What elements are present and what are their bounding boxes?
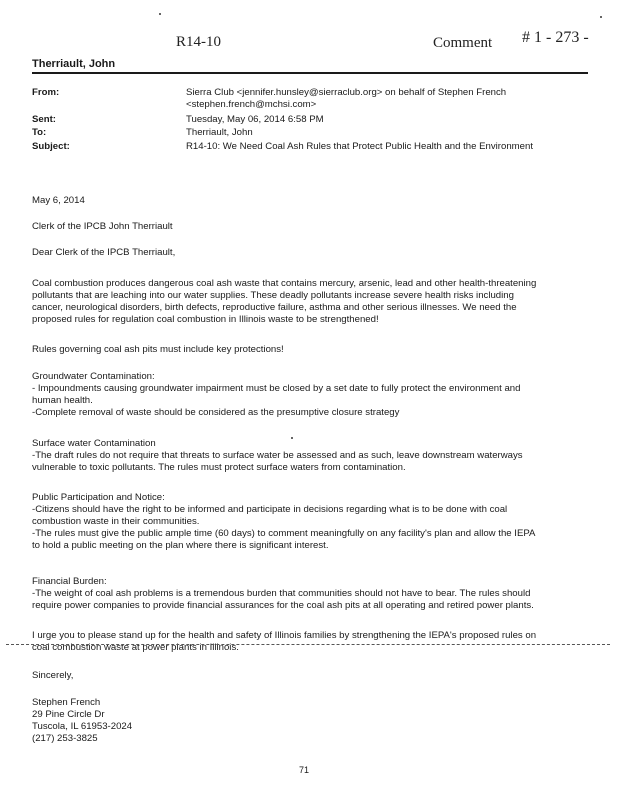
groundwater-line: - Impoundments causing groundwater impairment must be closed by a set date to fully protect the environment and — [32, 383, 521, 394]
rules-line: Rules governing coal ash pits must include key protections! — [32, 344, 284, 355]
comment-label: Comment — [433, 35, 493, 51]
subject-value: R14-10: We Need Coal Ash Rules that Protect Public Health and the Environment — [186, 141, 533, 152]
closing-request — [32, 630, 584, 654]
header-rule — [32, 72, 588, 74]
intro-line: proposed rules for regulation coal combustion in Illinois waste to be strengthened! — [32, 314, 379, 325]
intro-line: pollutants that are leaching into our water supplies. These deadly pollutants increase severe health risks including — [32, 290, 514, 301]
intro-paragraph — [32, 278, 584, 326]
to-label: To: — [32, 127, 47, 138]
groundwater-line: -Complete removal of waste should be considered as the presumptive closure strategy — [32, 407, 400, 418]
groundwater-line: human health. — [32, 395, 93, 406]
surface-line: -The draft rules do not require that threats to surface water be assessed and as such, leave downstream waterways — [32, 450, 523, 461]
docket-number: R14-10 — [176, 34, 221, 50]
letter-addressee: Clerk of the IPCB John Therriault — [32, 221, 173, 232]
intro-line: cancer, neurological disorders, birth defects, reproductive failure, asthma and other serious illnesses. We need the — [32, 302, 517, 313]
scan-dashed-line — [6, 644, 610, 645]
sent-label: Sent: — [32, 114, 56, 125]
page-number: 71 — [299, 765, 310, 775]
participation-line: combustion waste in their communities. — [32, 516, 200, 527]
scan-speck — [159, 13, 161, 15]
from-value: Sierra Club <jennifer.hunsley@sierraclub.org> on behalf of Stephen French — [186, 87, 507, 98]
surface-heading: Surface water Contamination — [32, 438, 156, 449]
participation-heading: Public Participation and Notice: — [32, 492, 165, 503]
participation-line: -The rules must give the public ample time (60 days) to comment meaningfully on any facility's plan and allow the IEPA — [32, 528, 536, 539]
signature-address: 29 Pine Circle Dr — [32, 709, 105, 720]
signature-city: Tuscola, IL 61953-2024 — [32, 721, 133, 732]
from-value-email: <stephen.french@mchsi.com> — [186, 99, 317, 110]
financial-line: require power companies to provide financial assurances for the coal ash pits at all operating and retired power plants. — [32, 600, 534, 611]
financial-section — [32, 576, 584, 612]
sent-value: Tuesday, May 06, 2014 6:58 PM — [186, 114, 324, 125]
surface-section — [32, 438, 584, 474]
from-label: From: — [32, 87, 60, 98]
participation-line: -Citizens should have the right to be informed and participate in decisions regarding what is to be done with coal — [32, 504, 508, 515]
groundwater-section — [32, 371, 584, 419]
signature-block — [32, 697, 584, 745]
signature-phone: (217) 253-3825 — [32, 733, 98, 744]
signoff: Sincerely, — [32, 670, 74, 681]
letter-date: May 6, 2014 — [32, 195, 85, 206]
recipient-name: Therriault, John — [32, 58, 116, 70]
letter-salutation: Dear Clerk of the IPCB Therriault, — [32, 247, 176, 258]
intro-line: Coal combustion produces dangerous coal ash waste that contains mercury, arsenic, lead and other health-threatening — [32, 278, 537, 289]
financial-heading: Financial Burden: — [32, 576, 107, 587]
to-value: Therriault, John — [186, 127, 253, 138]
subject-label: Subject: — [32, 141, 70, 152]
surface-line: vulnerable to toxic pollutants. The rules must protect surface waters from contamination. — [32, 462, 406, 473]
groundwater-heading: Groundwater Contamination: — [32, 371, 155, 382]
participation-line: to hold a public meeting on the plan where there is significant interest. — [32, 540, 329, 551]
participation-section — [32, 492, 584, 552]
closing-line: I urge you to please stand up for the health and safety of Illinois families by strengthening the IEPA's proposed rules on — [32, 630, 537, 641]
scan-speck — [600, 16, 602, 18]
comment-number: # 1 - 273 - — [522, 29, 589, 46]
closing-line: coal combustion waste at power plants in Illinois. — [32, 642, 239, 653]
signature-name: Stephen French — [32, 697, 101, 708]
financial-line: -The weight of coal ash problems is a tremendous burden that communities should not have to bear. The rules should — [32, 588, 531, 599]
